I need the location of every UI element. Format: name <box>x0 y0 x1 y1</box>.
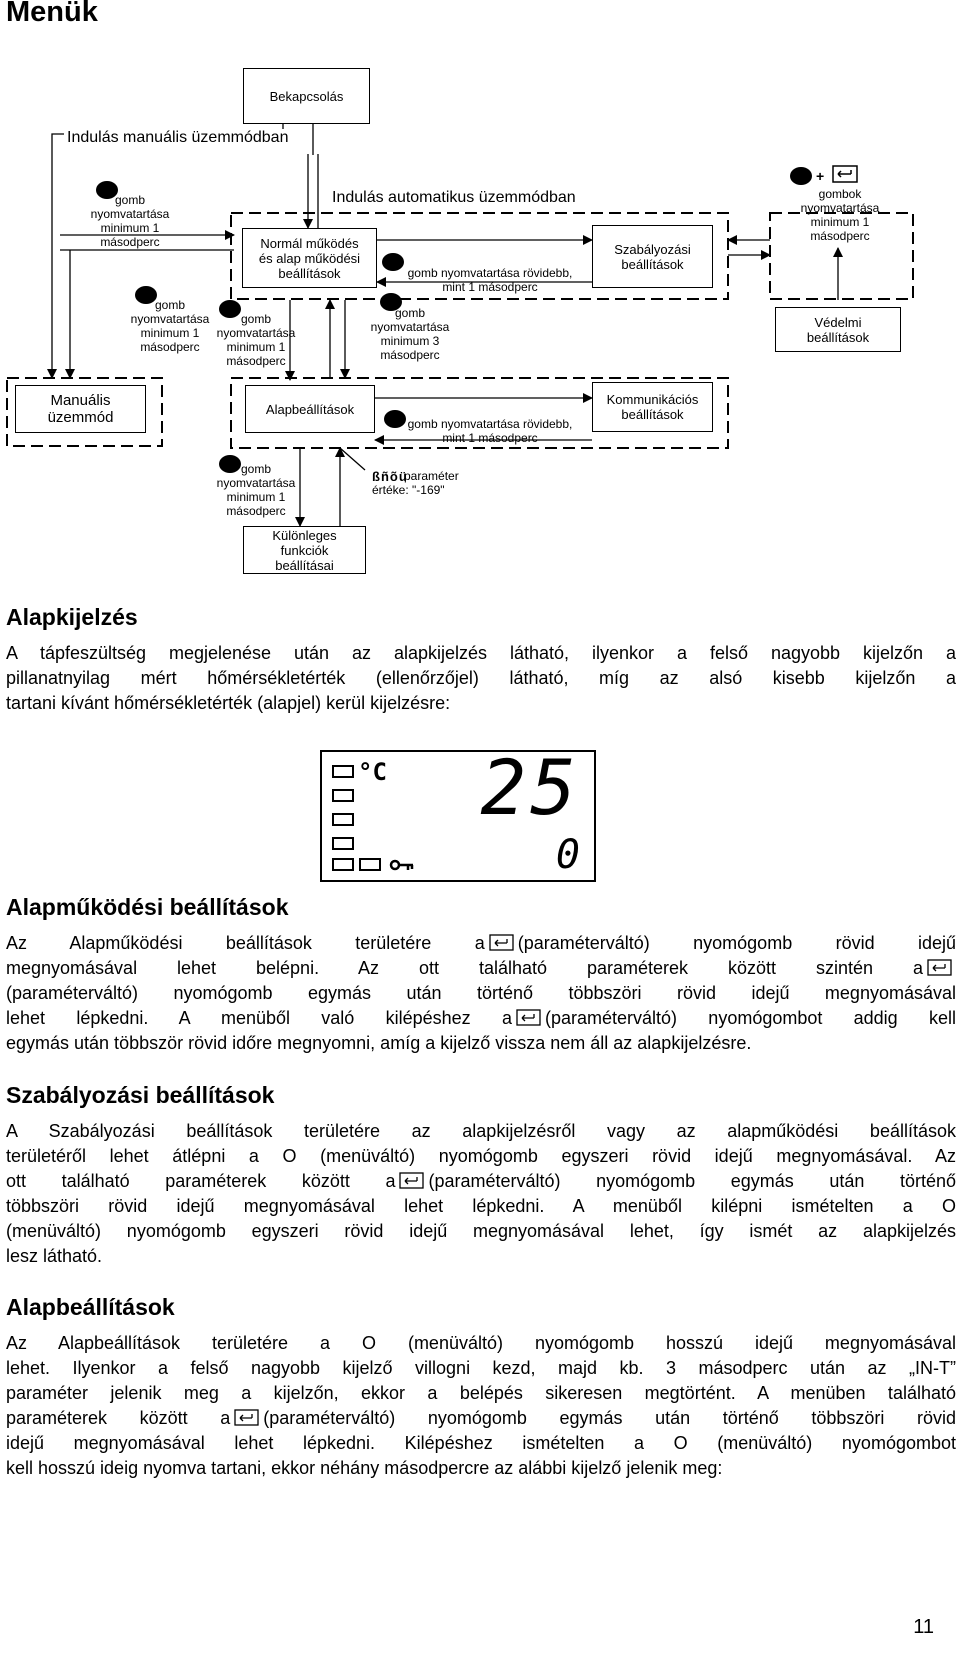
szabalyozasi-box <box>592 225 713 288</box>
szabalyozasi-paragraph <box>6 1119 956 1269</box>
kulonleges-box <box>243 526 366 574</box>
section-title-szabalyozasi: Szabályozási beállítások <box>6 1082 275 1108</box>
indulas-automatikus-label: Indulás automatikus üzemmódban <box>332 189 576 206</box>
text-line: tartani kívánt hőmérsékletérték (alapjel) kerül kijelzésre: <box>6 693 451 713</box>
page-title: Menük <box>6 0 98 28</box>
manualis-label: Manuális üzemmód <box>47 392 114 426</box>
manualis-box <box>15 385 146 433</box>
text-line: idejű megnyomásával lehet lépkedni. Kilépéshez ismételten a O (menüváltó) nyomógombot <box>6 1433 956 1453</box>
parameter-switch-icon <box>234 1409 259 1426</box>
menu-button-icon <box>790 167 812 185</box>
text-line: többszöri rövid idejű megnyomásával lehet lépkedni. A menüből kilépni ismételten a O <box>6 1196 956 1216</box>
section-title-alapkijelzes: Alapkijelzés <box>6 604 138 630</box>
alapbeallitasok-label: Alapbeállítások <box>265 401 355 417</box>
parameter-switch-icon <box>832 165 858 183</box>
vedelmi-label: Védelmi beállítások <box>806 314 870 345</box>
param-code: ßñõü <box>372 469 408 484</box>
alapmukodesi-paragraph <box>6 931 956 1056</box>
text-line <box>6 956 956 981</box>
text-line: A tápfeszültség megjelenése után az alapkijelzés látható, ilyenkor a felső nagyobb kijelzőn a <box>6 643 956 663</box>
parameter-switch-icon <box>927 959 952 976</box>
indicator-square <box>332 858 354 871</box>
plus-sign: + <box>816 168 825 184</box>
bekapcsolas-label: Bekapcsolás <box>269 88 344 104</box>
text-segment: lehet lépkedni. A menüből való kilépéshez a <box>6 1008 512 1028</box>
szabalyozasi-label: Szabályozási beállítások <box>614 241 691 272</box>
parameter-switch-icon <box>516 1009 541 1026</box>
kulonleges-label: Különleges funkciók beállításai <box>272 527 337 573</box>
indulas-manualis-label: Indulás manuális üzemmódban <box>64 129 291 147</box>
indicator-square <box>359 858 381 871</box>
label-min3: gomb nyomvatartása minimum 3 másodperc <box>370 306 450 362</box>
text-line: paraméter jelenik meg a kijelzőn, ekkor a belépés sikeresen megtörtént. A menüben található <box>6 1383 956 1403</box>
text-line: lesz látható. <box>6 1246 103 1266</box>
alapbeallitasok-paragraph <box>6 1331 956 1481</box>
kommunikacios-box <box>592 382 713 432</box>
text-segment: (paraméterváltó) nyomógomb egymás után történő többszöri rövid <box>263 1408 956 1428</box>
text-line: kell hosszú ideig nyomva tartani, ekkor néhány másodpercre az alábbi kijelző jelenik meg: <box>6 1458 723 1478</box>
label-alap-down: gomb nyomvatartása minimum 1 másodperc <box>216 462 296 518</box>
key-icon <box>390 858 414 872</box>
label-normal-down: gomb nyomvatartása minimum 1 másodperc <box>216 312 296 368</box>
label-short-top: gomb nyomvatartása rövidebb, mint 1 másodperc <box>407 266 573 294</box>
bekapcsolas-box <box>243 68 370 124</box>
text-line: (paraméterváltó) nyomógomb egymás után történő többszöri rövid idejű megnyomásával <box>6 983 956 1003</box>
text-line: A Szabályozási beállítások területére az alapkijelzésről vagy az alapműködési beállítások <box>6 1121 956 1141</box>
section-title-alapmukodesi: Alapműködési beállítások <box>6 894 289 920</box>
text-segment: (paraméterváltó) nyomógomb egymás után történő <box>428 1171 957 1191</box>
text-line: Az Alapbeállítások területére a O (menüváltó) nyomógomb hosszú idejű megnyomásával <box>6 1333 956 1353</box>
lcd-display <box>320 743 596 882</box>
normal-mukodes-label: Normál működés és alap működési beállítások <box>258 235 361 281</box>
parameter-switch-icon <box>489 934 514 951</box>
text-segment: Az Alapműködési beállítások területére a <box>6 933 485 953</box>
page-number: 11 <box>913 1616 934 1638</box>
text-segment: (paraméterváltó) nyomógomb rövid idejű <box>517 933 957 953</box>
alapbeallitasok-box <box>245 385 375 433</box>
text-line: egymás után többször rövid időre megnyomni, amíg a kijelző vissza nem áll az alapkijelzésre. <box>6 1033 752 1053</box>
text-segment: paraméterek között a <box>6 1408 231 1428</box>
text-line <box>6 1006 956 1031</box>
alapkijelzes-paragraph <box>6 641 956 716</box>
text-segment: ott található paraméterek között a <box>6 1171 396 1191</box>
text-line: lehet. Ilyenkor a felső nagyobb kijelző villogni kezd, majd kb. 3 másodperc után az „IN-T” <box>6 1358 956 1378</box>
normal-mukodes-box <box>242 228 377 288</box>
label-gombok: gombok nyomvatartása minimum 1 másodperc <box>800 187 880 243</box>
text-line <box>6 1169 956 1194</box>
param-text: paraméter értéke: "-169" <box>372 469 459 497</box>
indicator-square <box>332 837 354 850</box>
label-short-bottom: gomb nyomvatartása rövidebb, mint 1 másodperc <box>407 417 573 445</box>
kommunikacios-label: Kommunikációs beállítások <box>606 392 699 422</box>
indicator-square <box>332 789 354 802</box>
text-segment: megnyomásával lehet belépni. Az ott található paraméterek között szintén a <box>6 958 923 978</box>
label-mid-left: gomb nyomvatartása minimum 1 másodperc <box>130 298 210 354</box>
text-line: pillanatnyilag mért hőmérsékletérték (ellenőrzőjel) látható, míg az alsó kisebb kijelzőn a <box>6 668 956 688</box>
text-line: (menüváltó) nyomógomb egyszeri rövid idejű megnyomásával lehet, így ismét az alapkijelzés <box>6 1221 956 1241</box>
parameter-switch-icon <box>399 1172 424 1189</box>
text-segment: (paraméterváltó) nyomógombot addig kell <box>544 1008 956 1028</box>
text-line <box>6 931 956 956</box>
text-line <box>6 1406 956 1431</box>
indicator-square <box>332 765 354 778</box>
label-top-left: gomb nyomvatartása minimum 1 másodperc <box>90 193 170 249</box>
vedelmi-box <box>775 307 901 352</box>
unit-label: °C <box>358 758 387 786</box>
setpoint-value: 0 <box>555 832 580 878</box>
text-line: területéről lehet átlépni a O (menüváltó) nyomógomb egyszeri rövid idejű megnyomásával. Az <box>6 1146 956 1166</box>
indicator-square <box>332 813 354 826</box>
section-title-alapbeallitasok: Alapbeállítások <box>6 1294 175 1320</box>
main-temperature-value: 25 <box>480 743 580 832</box>
